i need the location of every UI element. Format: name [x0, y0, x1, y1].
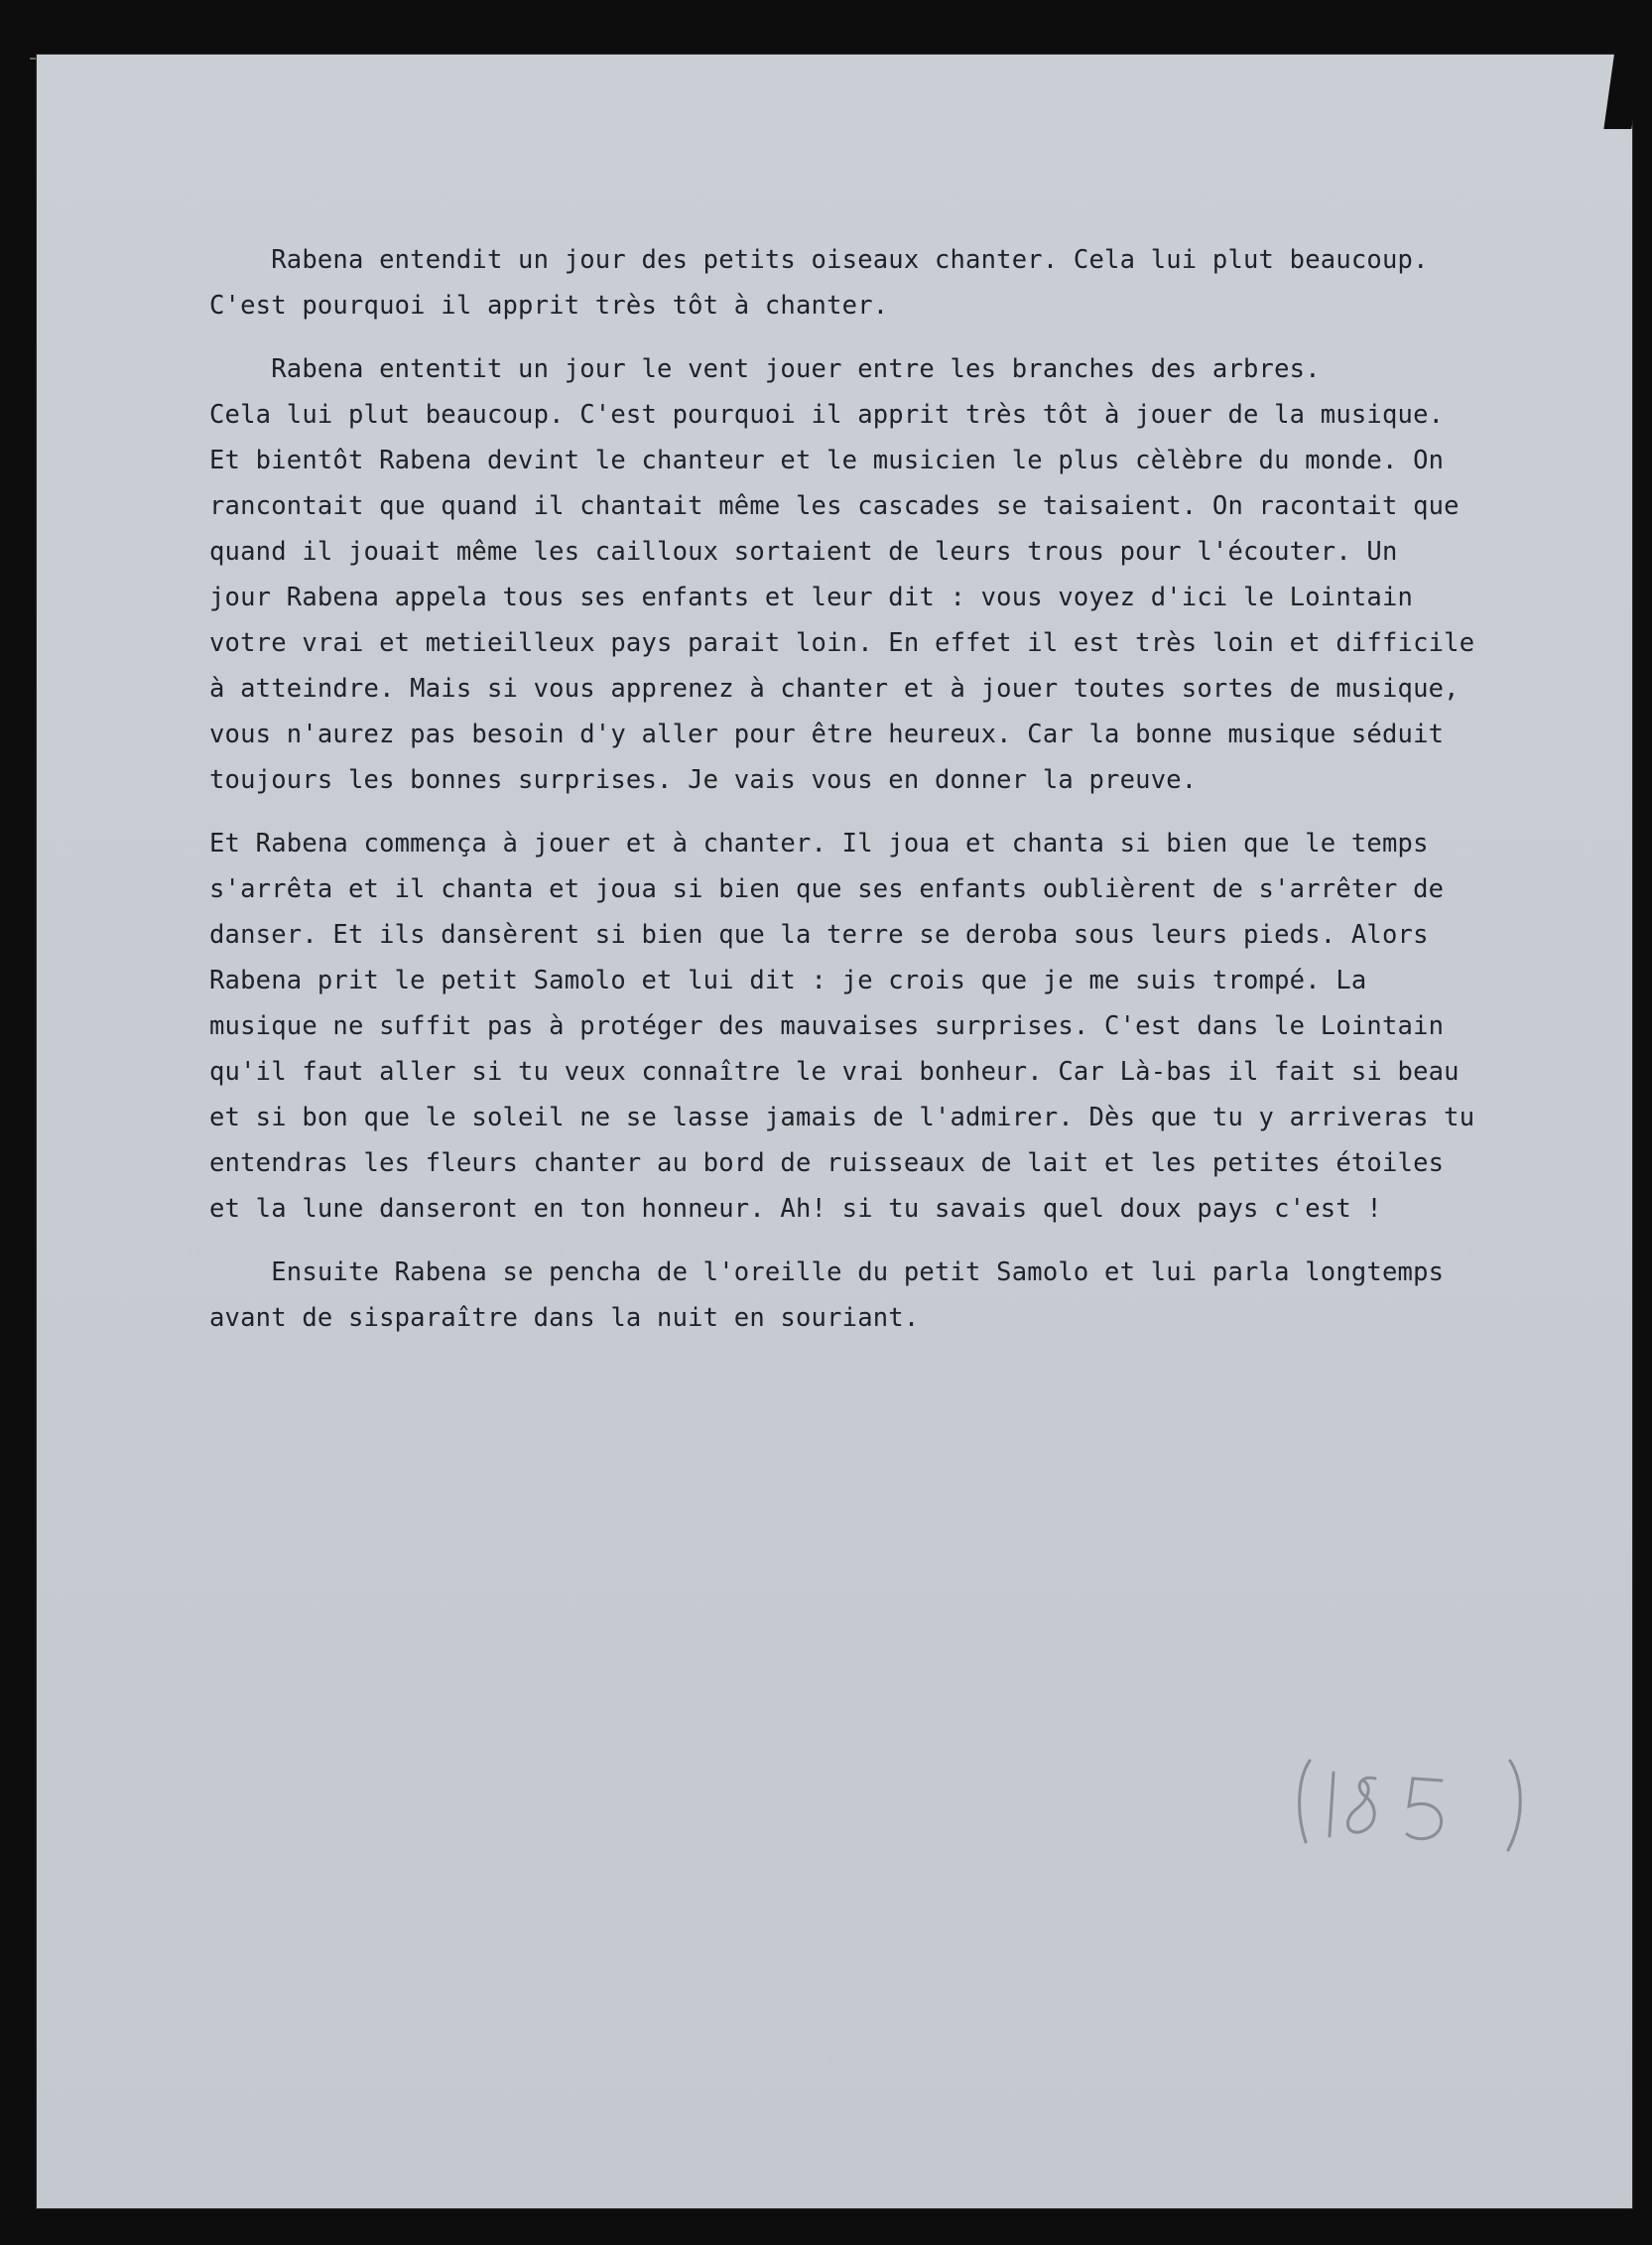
paragraph-3: [209, 821, 1598, 1232]
text-line: Ensuite Rabena se pencha de l'oreille du petit Samolo et lui parla longtemps: [209, 1257, 1445, 1287]
text-line: danser. Et ils dansèrent si bien que la terre se deroba sous leurs pieds. Alors: [209, 920, 1429, 950]
handwritten-page-number: [1288, 1751, 1536, 1860]
text-line: qu'il faut aller si tu veux connaître le vrai bonheur. Car Là-bas il fait si beau: [209, 1057, 1460, 1087]
text-line: et la lune danseront en ton honneur. Ah! si tu savais quel doux pays c'est !: [209, 1194, 1382, 1224]
paragraph-4: [209, 1250, 1598, 1341]
text-line: avant de sisparaître dans la nuit en souriant.: [209, 1303, 920, 1333]
text-line: à atteindre. Mais si vous apprenez à chanter et à jouer toutes sortes de musique,: [209, 674, 1460, 704]
text-line: quand il jouait même les cailloux sortaient de leurs trous pour l'écouter. Un: [209, 537, 1398, 567]
text-line: entendras les fleurs chanter au bord de ruisseaux de lait et les petites étoiles: [209, 1148, 1445, 1178]
text-line: C'est pourquoi il apprit très tôt à chanter.: [209, 291, 889, 321]
text-line: Rabena prit le petit Samolo et lui dit : je crois que je me suis trompé. La: [209, 966, 1367, 995]
paragraph-2: [209, 346, 1598, 803]
text-line: Rabena entendit un jour des petits oiseaux chanter. Cela lui plut beaucoup.: [209, 245, 1429, 275]
paragraph-1: [209, 237, 1598, 329]
text-line: toujours les bonnes surprises. Je vais vous en donner la preuve.: [209, 765, 1198, 795]
text-line: musique ne suffit pas à protéger des mauvaises surprises. C'est dans le Lointain: [209, 1011, 1445, 1041]
text-line: Rabena ententit un jour le vent jouer entre les branches des arbres.: [209, 354, 1321, 384]
text-line: votre vrai et metieilleux pays parait loin. En effet il est très loin et difficile: [209, 628, 1475, 658]
document-body: [209, 237, 1598, 1359]
text-line: et si bon que le soleil ne se lasse jamais de l'admirer. Dès que tu y arriveras tu: [209, 1103, 1475, 1132]
text-line: s'arrêta et il chanta et joua si bien que ses enfants oublièrent de s'arrêter de: [209, 874, 1445, 904]
handwritten-page-number-drawing: [1288, 1751, 1536, 1860]
text-line: Et bientôt Rabena devint le chanteur et le musicien le plus cèlèbre du monde. On: [209, 446, 1445, 475]
text-line: Et Rabena commença à jouer et à chanter. Il joua et chanta si bien que le temps: [209, 829, 1429, 858]
text-line: jour Rabena appela tous ses enfants et leur dit : vous voyez d'ici le Lointain: [209, 583, 1414, 612]
text-line: Cela lui plut beaucoup. C'est pourquoi il apprit très tôt à jouer de la musique.: [209, 400, 1445, 430]
text-line: rancontait que quand il chantait même les cascades se taisaient. On racontait que: [209, 491, 1460, 521]
typewritten-page: [36, 54, 1633, 2209]
text-line: vous n'aurez pas besoin d'y aller pour être heureux. Car la bonne musique séduit: [209, 720, 1445, 749]
